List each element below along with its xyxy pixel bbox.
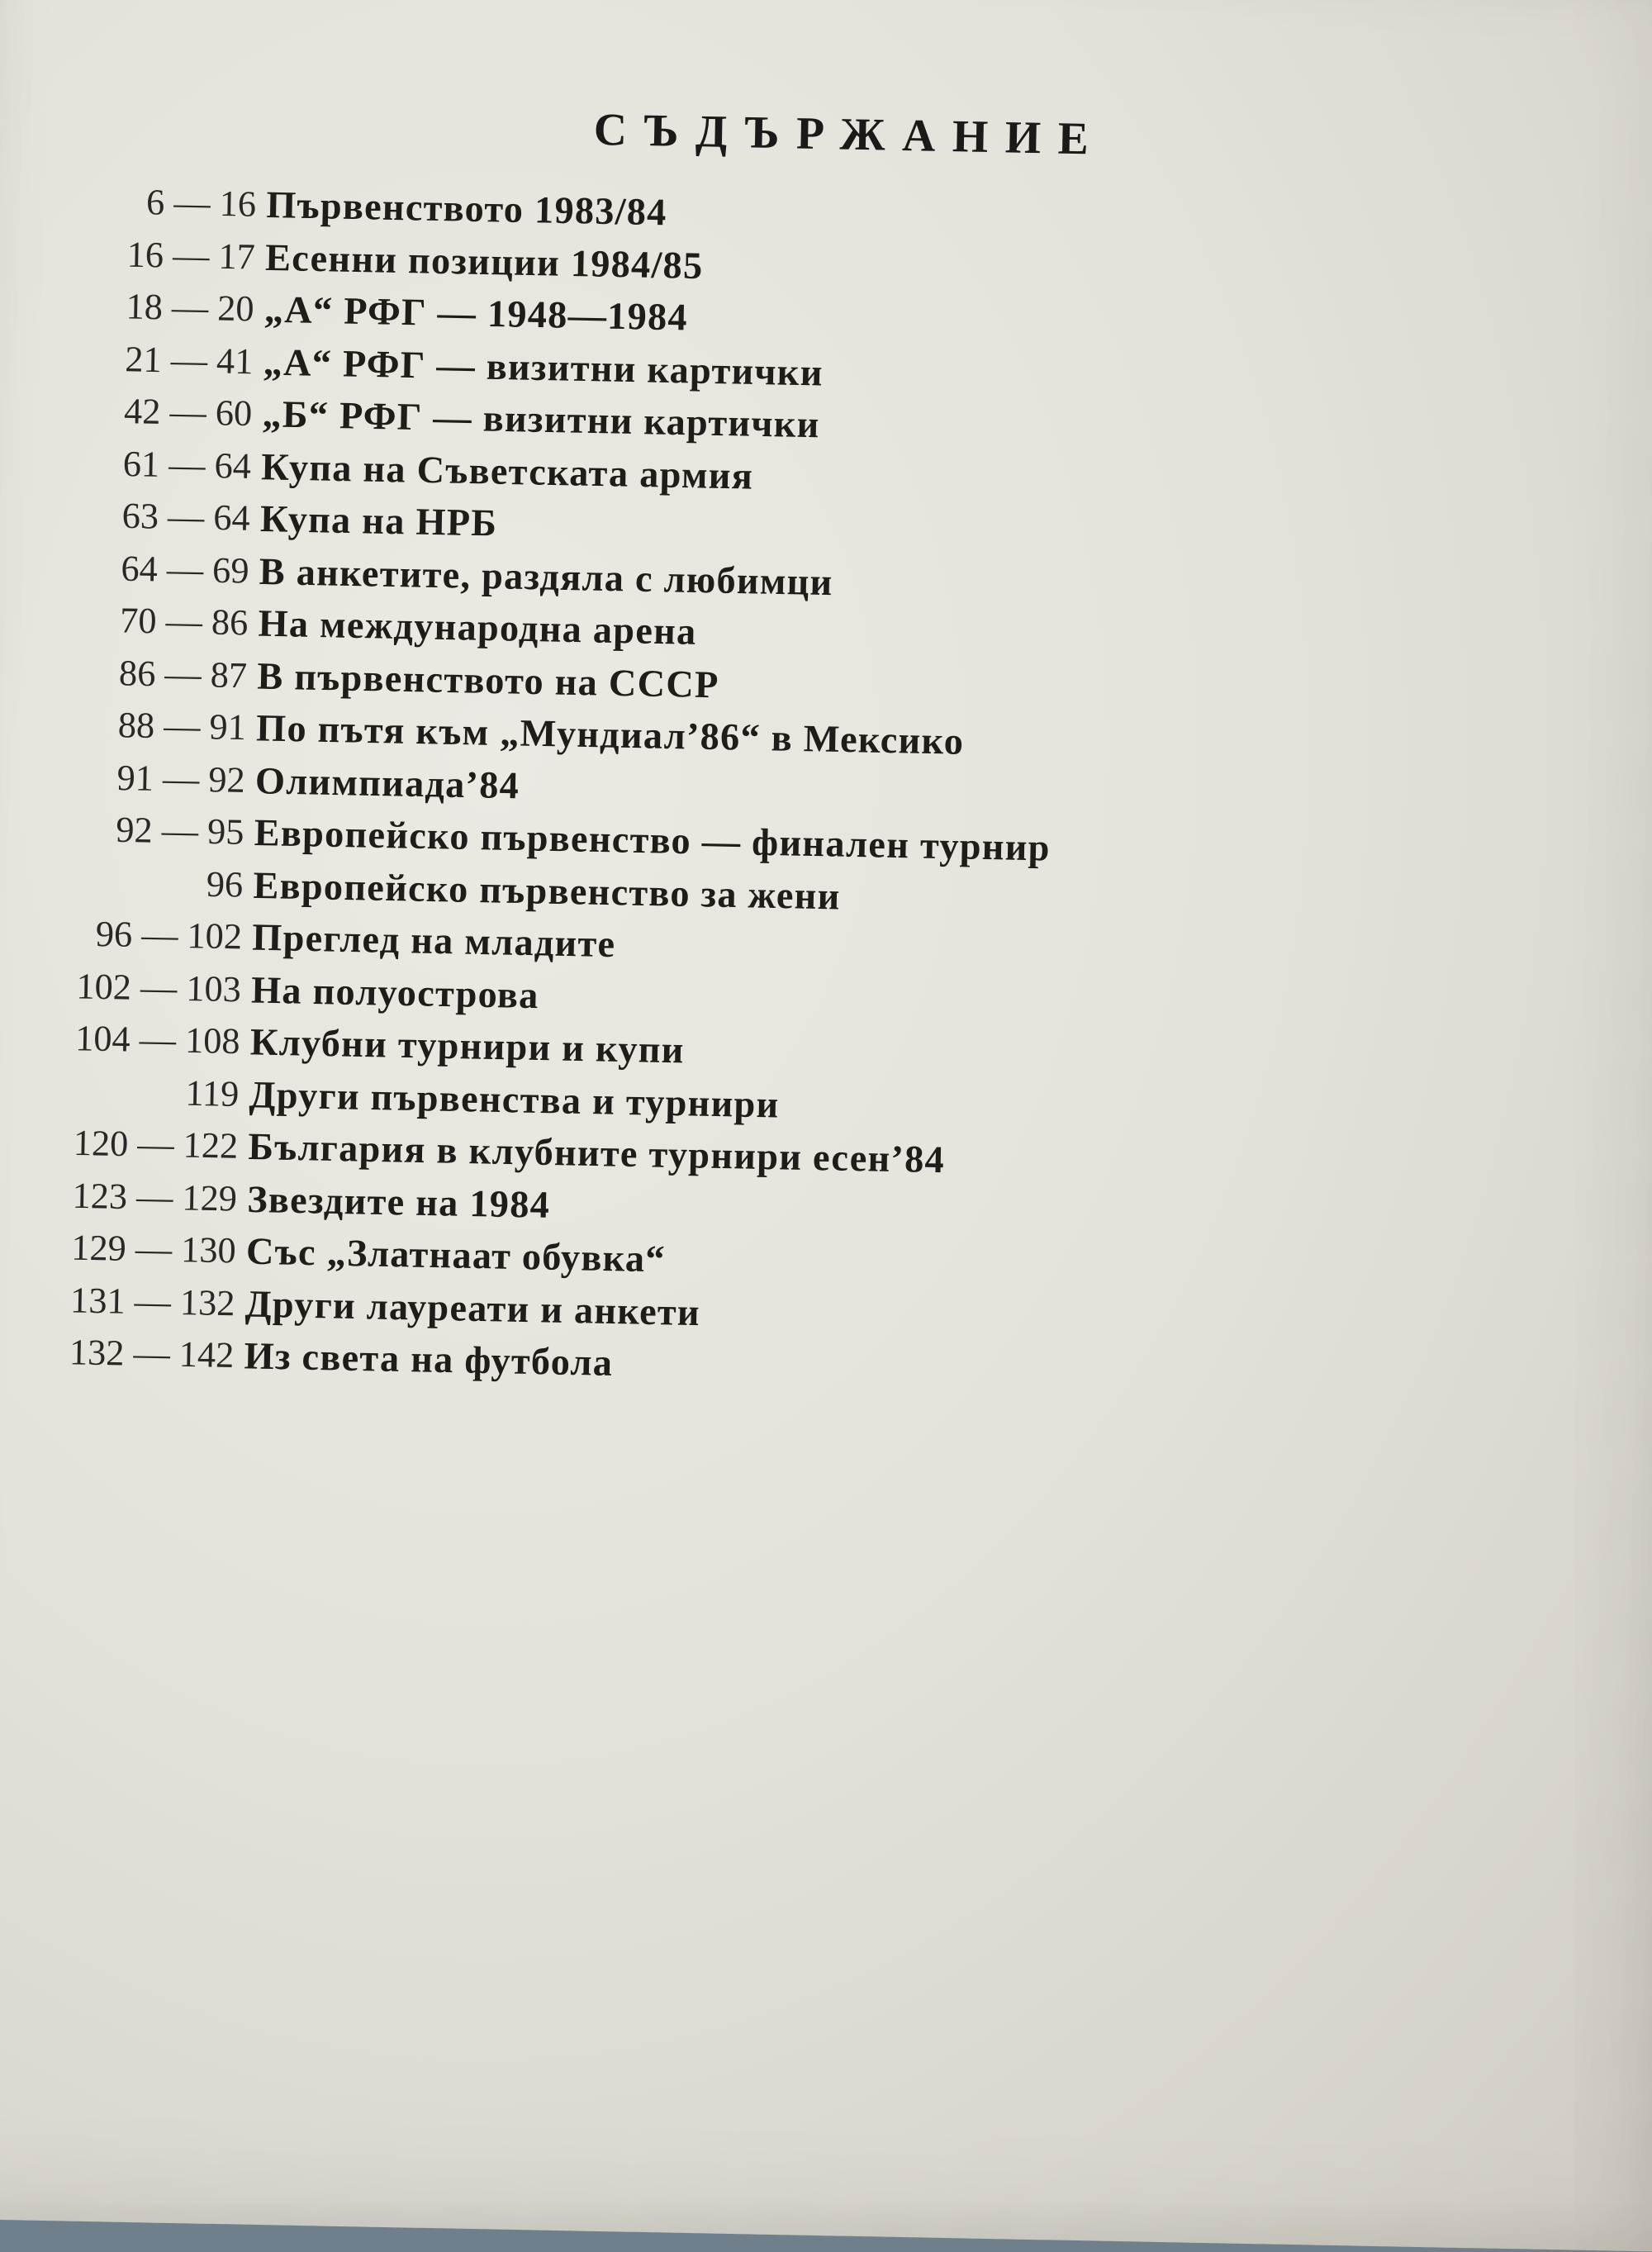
toc-entry-title: Със „Златнаат обувка“ <box>245 1229 667 1280</box>
toc-entry-title: България в клубните турнири есен’84 <box>247 1124 946 1181</box>
toc-entry-title: „А“ РФГ — визитни картички <box>263 340 824 394</box>
toc-entry-title: На международна арена <box>258 601 698 653</box>
toc-entry-title: Първенството 1983/84 <box>265 183 668 234</box>
toc-entry-title: Звездите на 1984 <box>246 1177 551 1226</box>
toc-page-range: 120 — 122 <box>73 1123 239 1167</box>
toc-page-range: 63 — 64 <box>121 496 251 539</box>
table-of-contents <box>21 174 1575 1407</box>
toc-page-range: 92 — 95 <box>115 810 244 853</box>
toc-entry-title: Преглед на младите <box>251 915 616 966</box>
toc-entry-title: На полуострова <box>250 967 540 1016</box>
toc-page-range: 64 — 69 <box>121 548 249 592</box>
toc-entry-title: „А“ РФГ — 1948—1984 <box>263 287 689 339</box>
toc-entry-title: Други лауреати и анкети <box>244 1281 701 1333</box>
toc-entry-title: Клубни турнири и купи <box>249 1020 686 1071</box>
toc-page-range: 119 <box>185 1073 240 1114</box>
toc-page-range: 21 — 41 <box>124 339 254 382</box>
toc-page-range: 96 — 102 <box>95 914 243 957</box>
toc-entry-title: Есенни позиции 1984/85 <box>264 235 704 287</box>
toc-entry-title: По пътя към „Мундиал’86“ в Мексико <box>255 706 965 763</box>
toc-page-range: 102 — 103 <box>76 966 242 1010</box>
toc-entry-title: Европейско първенство за жени <box>253 863 842 918</box>
toc-page-range: 129 — 130 <box>70 1228 237 1271</box>
toc-page-range: 6 — 16 <box>145 183 257 226</box>
toc-entry-title: В анкетите, раздяла с любимци <box>259 549 834 603</box>
toc-page-range: 88 — 91 <box>117 705 247 748</box>
toc-page-range: 86 — 87 <box>118 653 248 696</box>
toc-page-range: 70 — 86 <box>119 601 249 644</box>
toc-entry-title: В първенството на СССР <box>256 653 720 706</box>
toc-page-range: 18 — 20 <box>126 287 255 330</box>
page-title: СЪДЪРЖАНИЕ <box>593 103 1107 165</box>
toc-page-range: 131 — 132 <box>69 1280 235 1324</box>
toc-page-range: 96 <box>206 864 244 905</box>
toc-page-range: 104 — 108 <box>74 1019 241 1062</box>
toc-entry-title: „Б“ РФГ — визитни картички <box>262 392 821 446</box>
toc-entry-title: Купа на НРБ <box>259 496 498 544</box>
toc-entry-title: Из света на футбола <box>244 1334 614 1385</box>
toc-page-range: 16 — 17 <box>126 234 256 278</box>
toc-page-range: 42 — 60 <box>123 391 253 435</box>
toc-page-range: 61 — 64 <box>122 444 252 487</box>
toc-page-range: 91 — 92 <box>116 758 246 801</box>
toc-page-range: 132 — 142 <box>69 1333 235 1376</box>
toc-entry-title: Олимпиада’84 <box>254 758 520 807</box>
toc-entry-title: Други първенства и турнири <box>249 1072 781 1126</box>
toc-entry-title: Европейско първенство — финален турнир <box>254 810 1051 869</box>
toc-entry-title: Купа на Съветската армия <box>260 444 754 497</box>
toc-page-range: 123 — 129 <box>72 1176 238 1219</box>
